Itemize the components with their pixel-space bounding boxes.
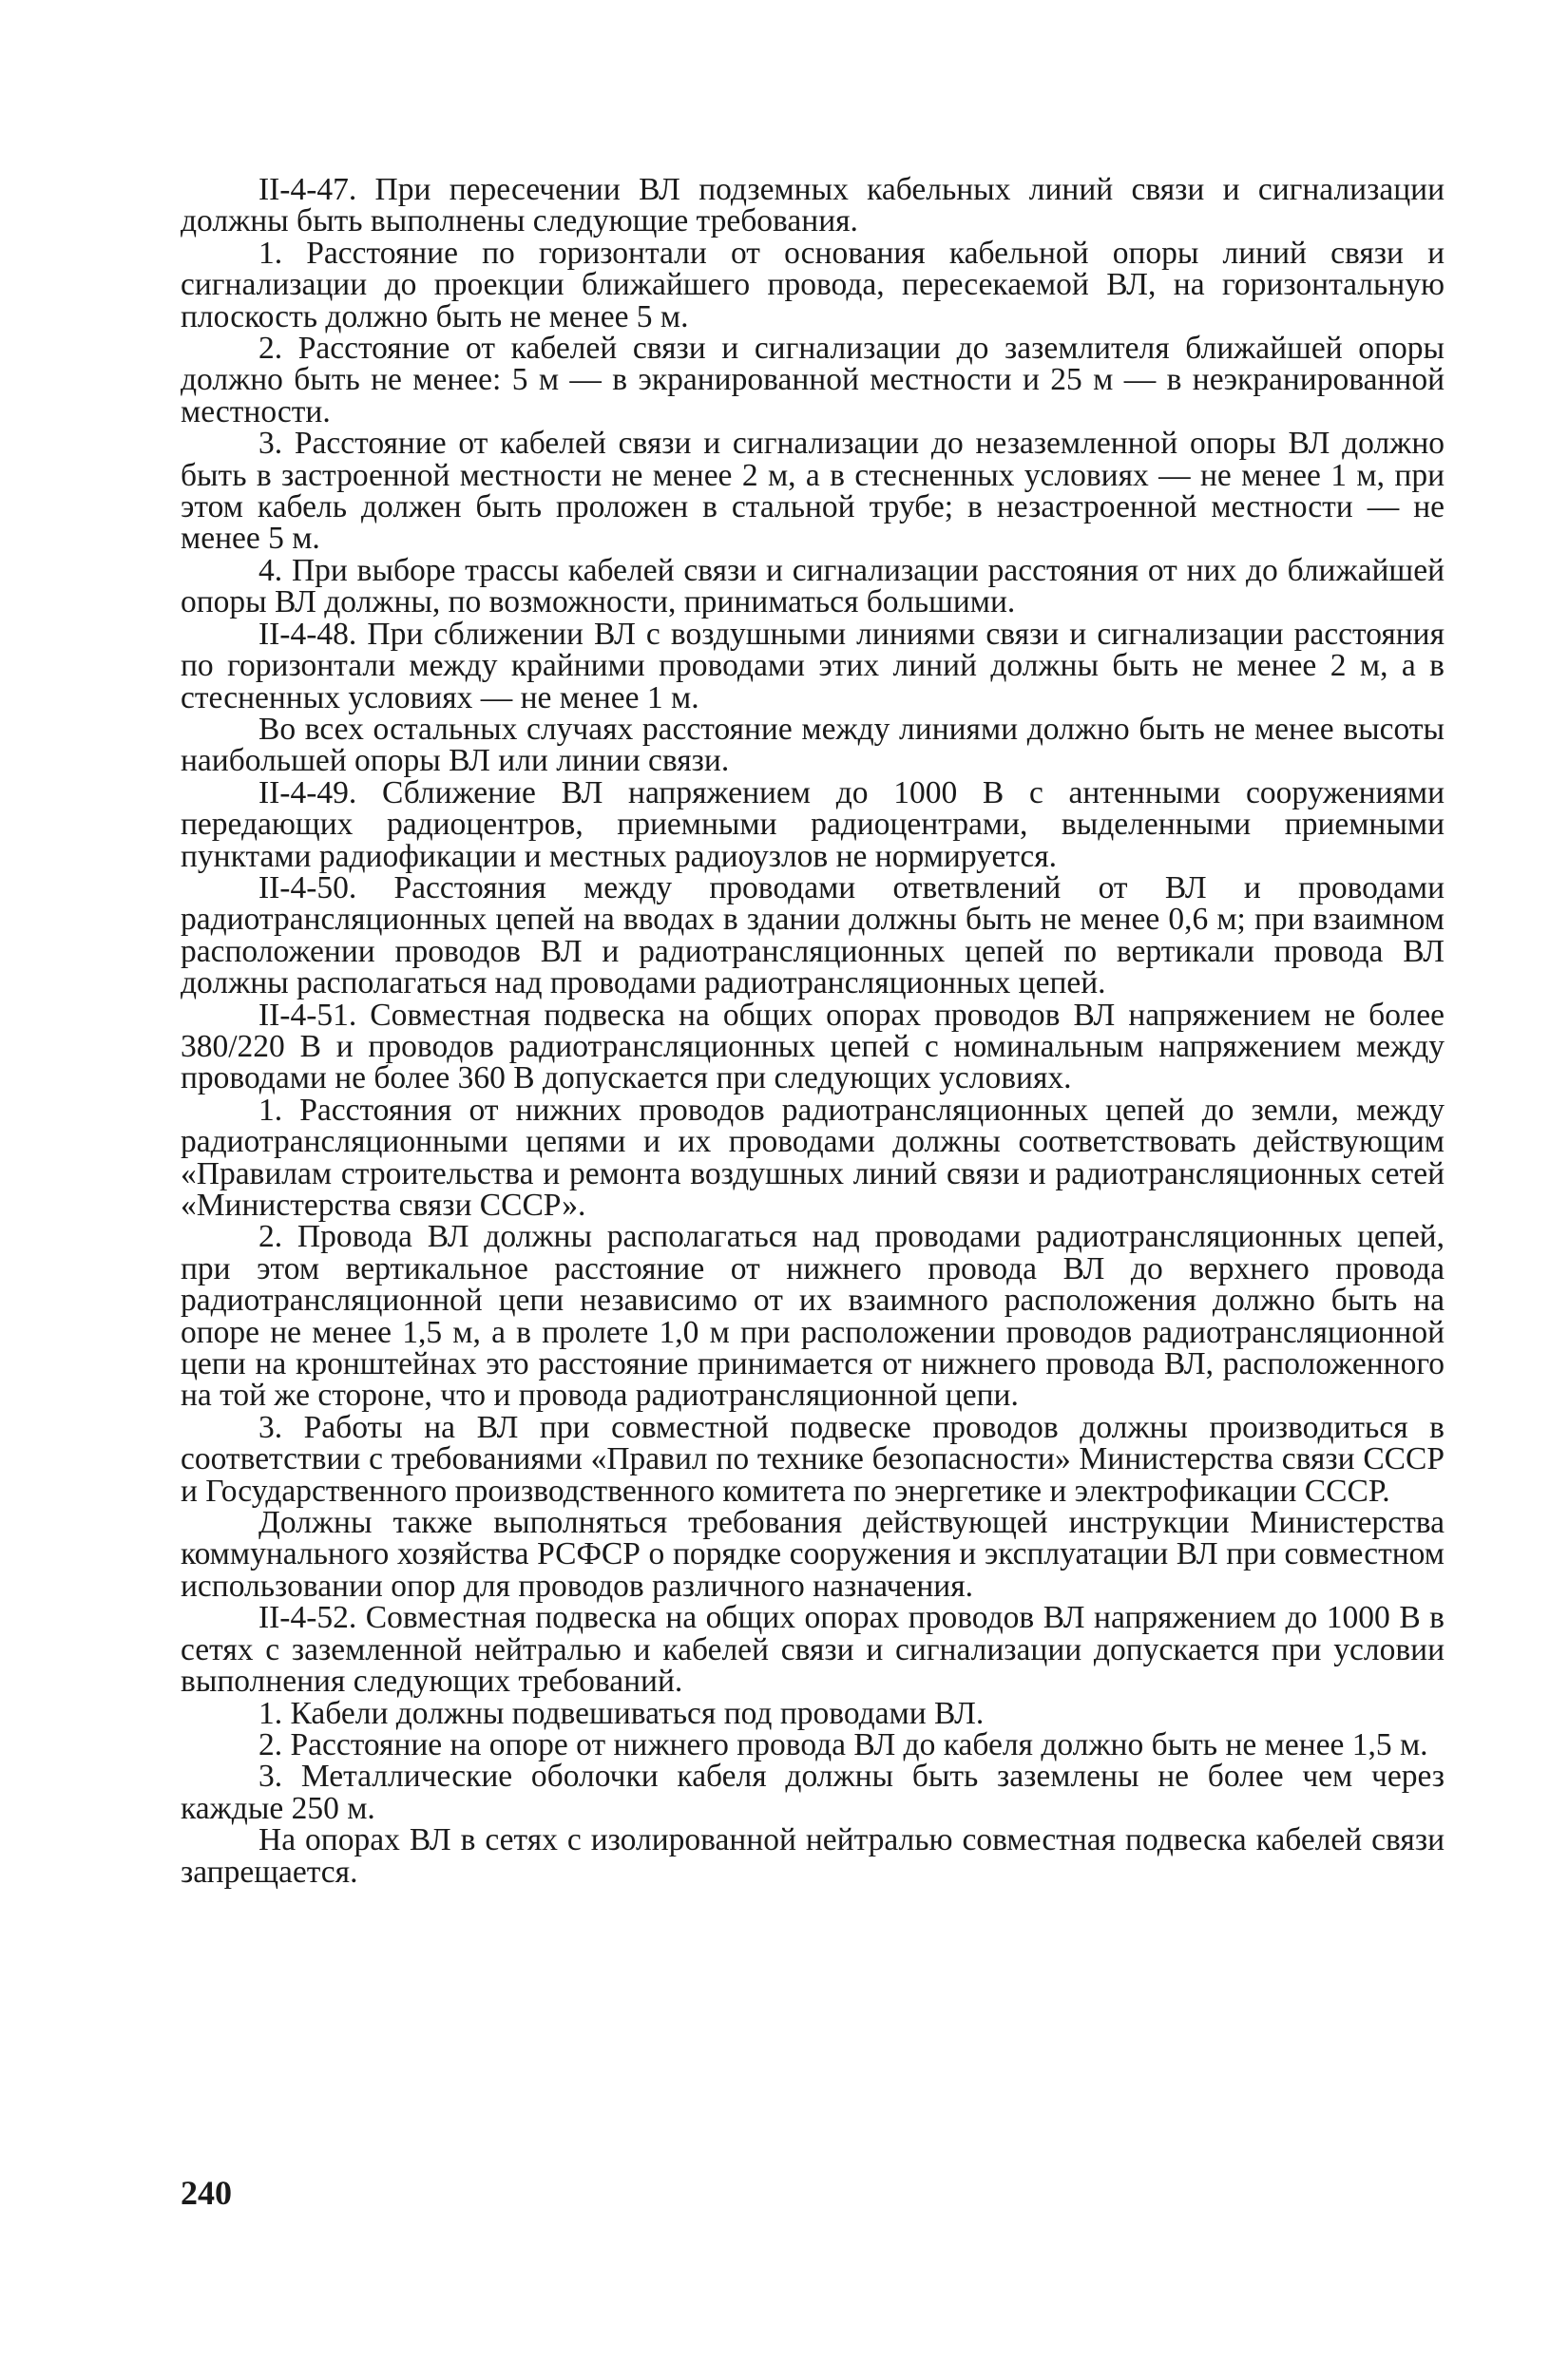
- paragraph-ii-4-51-instruction: Должны также выполняться требования действующей инструкции Министерства коммунального хозяйства РСФСР о порядке сооружения и эксплуатации ВЛ при совместном использовании опор для проводов различного назначения.: [181, 1505, 1445, 1604]
- paragraph-ii-4-48: II-4-48. При сближении ВЛ с воздушными линиями связи и сигнализации расстояния по горизонтали между крайними проводами этих линий должны быть не менее 2 м, а в стесненных условиях — не менее 1 м.: [181, 616, 1445, 715]
- paragraph-ii-4-52: II-4-52. Совместная подвеска на общих опорах проводов ВЛ напряжением до 1000 В в сетях с заземленной нейтралью и кабелей связи и сигнализации допускается при условии выполнения следующих требований.: [181, 1600, 1445, 1700]
- paragraph-ii-4-48-other-cases: Во всех остальных случаях расстояние между линиями должно быть не менее высоты наибольшей опоры ВЛ или линии связи.: [181, 711, 1445, 779]
- paragraph-ii-4-51-item-2: 2. Провода ВЛ должны располагаться над проводами радиотрансляционных цепей, при этом вертикальное расстояние от нижнего провода ВЛ до верхнего провода радиотрансляционной цепи независимо от их взаимного расположения должно быть на опоре не менее 1,5 м, а в пролете 1,0 м при расположении проводов радиотрансляционной цепи на кронштейнах это расстояние принимается от нижнего провода ВЛ, расположенного на той же стороне, что и провода радиотрансляционной цепи.: [181, 1219, 1445, 1414]
- paragraph-ii-4-51: II-4-51. Совместная подвеска на общих опорах проводов ВЛ напряжением не более 380/220 В и проводов радиотрансляционных цепей с номинальным напряжением между проводами не более 360 В допускается при следующих условиях.: [181, 997, 1445, 1096]
- page-number: 240: [181, 2174, 232, 2212]
- paragraph-ii-4-52-item-1: 1. Кабели должны подвешиваться под проводами ВЛ.: [258, 1695, 985, 1731]
- paragraph-ii-4-47-item-3: 3. Расстояние от кабелей связи и сигнализации до незаземленной опоры ВЛ должно быть в застроенной местности не менее 2 м, а в стесненных условиях — не менее 1 м, при этом кабель должен быть проложен в стальной трубе; в незастроенной местности — не менее 5 м.: [181, 426, 1445, 557]
- text-column: [181, 174, 1445, 1888]
- paragraph-ii-4-51-item-1: 1. Расстояния от нижних проводов радиотрансляционных цепей до земли, между радиотрансляционными цепями и их проводами должны соответствовать действующим «Правилам строительства и ремонта воздушных линий связи и радиотрансляционных сетей «Министерства связи СССР».: [181, 1092, 1445, 1223]
- paragraph-ii-4-52-item-3: 3. Металлические оболочки кабеля должны быть заземлены не более чем через каждые 250 м.: [181, 1759, 1445, 1826]
- paragraph-ii-4-50: II-4-50. Расстояния между проводами ответвлений от ВЛ и проводами радиотрансляционных цепей на вводах в здании должны быть не менее 0,6 м; при взаимном расположении проводов ВЛ и радиотрансляционных цепей по вертикали провода ВЛ должны располагаться над проводами радиотрансляционных цепей.: [181, 869, 1445, 1001]
- paragraph-ii-4-47-item-4: 4. При выборе трассы кабелей связи и сигнализации расстояния от них до ближайшей опоры ВЛ должны, по возможности, приниматься большими.: [181, 552, 1445, 620]
- paragraph-ii-4-52-item-2: 2. Расстояние на опоре от нижнего провода ВЛ до кабеля должно быть не менее 1,5 м.: [258, 1726, 1428, 1762]
- paragraph-ii-4-47-item-1: 1. Расстояние по горизонтали от основания кабельной опоры линий связи и сигнализации до проекции ближайшего провода, пересекаемой ВЛ, на горизонтальную плоскость должно быть не менее 5 м.: [181, 235, 1445, 334]
- paragraph-ii-4-49: II-4-49. Сближение ВЛ напряжением до 1000 В с антенными сооружениями передающих радиоцентров, приемными радиоцентрами, выделенными приемными пунктами радиофикации и местных радиоузлов не нормируется.: [181, 774, 1445, 874]
- paragraph-ii-4-47: II-4-47. При пересечении ВЛ подземных кабельных линий связи и сигнализации должны быть выполнены следующие требования.: [181, 172, 1445, 239]
- paragraph-ii-4-47-item-2: 2. Расстояние от кабелей связи и сигнализации до заземлителя ближайшей опоры должно быть не менее: 5 м — в экранированной местности и 25 м — в неэкранированной местности.: [181, 331, 1445, 429]
- paragraph-ii-4-51-item-3: 3. Работы на ВЛ при совместной подвеске проводов должны производиться в соответствии с требованиями «Правил по технике безопасности» Министерства связи СССР и Государственного производственного комитета по энергетике и электрофикации СССР.: [181, 1409, 1445, 1509]
- paragraph-isolated-neutral: На опорах ВЛ в сетях с изолированной нейтралью совместная подвеска кабелей связи запрещается.: [181, 1822, 1445, 1890]
